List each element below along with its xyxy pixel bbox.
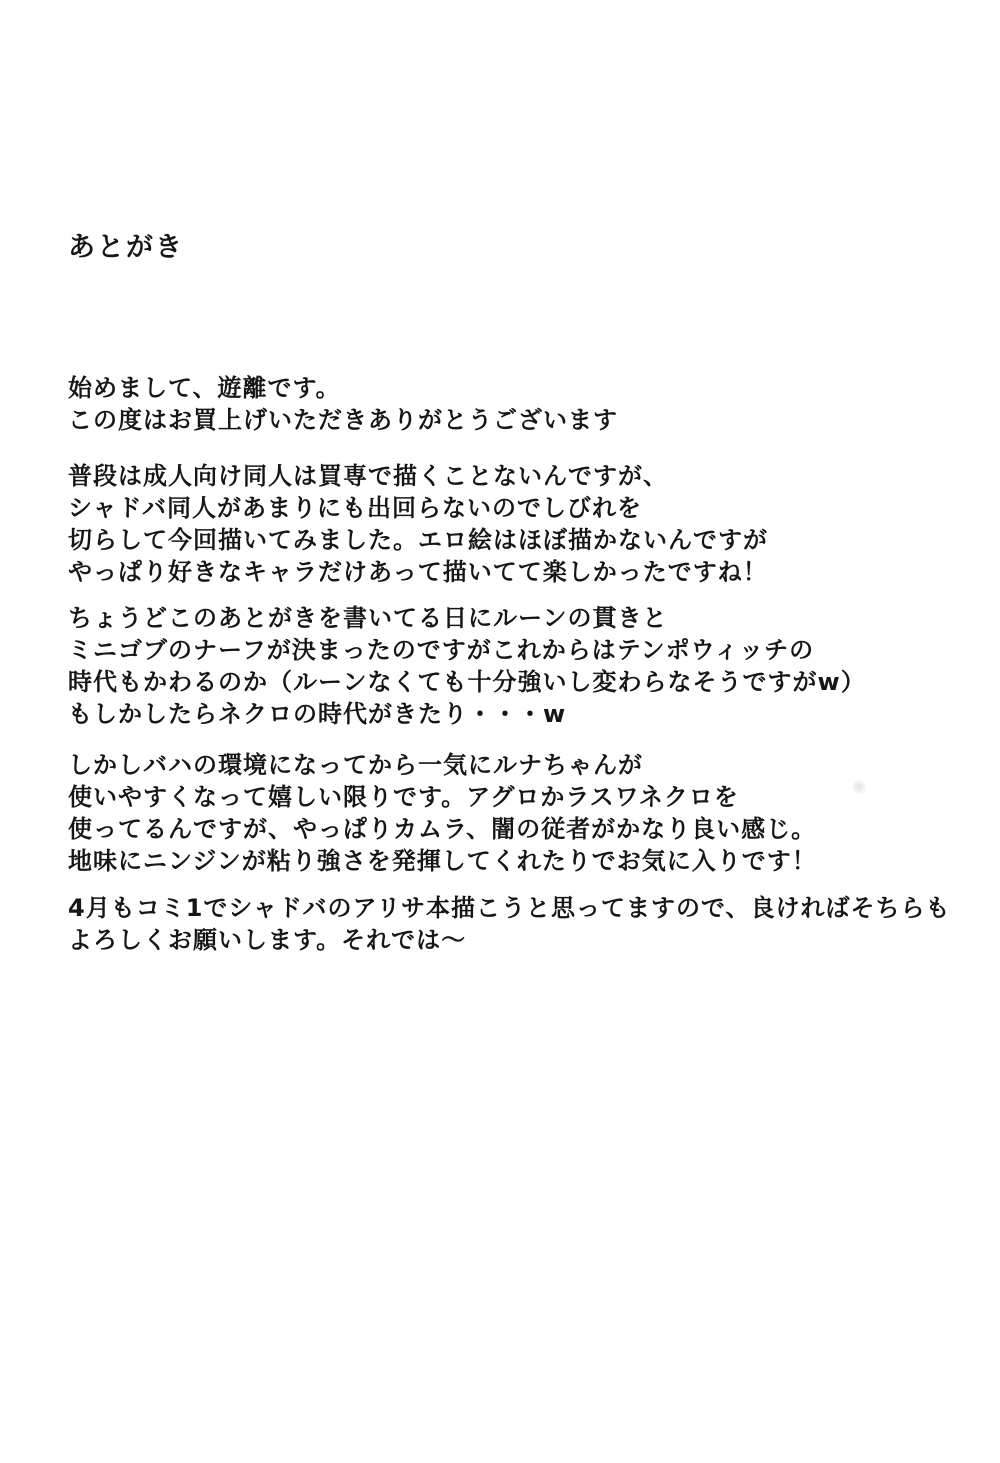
text-line: 切らして今回描いてみました。エロ絵はほぼ描かないんですが [68, 526, 768, 554]
paragraph-nerf-news [68, 602, 960, 730]
text-line: やっぱり好きなキャラだけあって描いてて楽しかったですね！ [68, 558, 768, 586]
page-title: あとがき [68, 232, 184, 263]
text-line: 普段は成人向け同人は買専で描くことないんですが、 [68, 462, 668, 490]
paragraph-about-drawing [68, 460, 960, 588]
text-line: 使いやすくなって嬉しい限りです。アグロかラスワネクロを [68, 783, 739, 811]
text-line: 4月もコミ1でシャドバのアリサ本描こうと思ってますので、良ければそちらも [68, 894, 951, 922]
text-line: ちょうどこのあとがきを書いてる日にルーンの貫きと [68, 604, 668, 632]
text-line: 使ってるんですが、やっぱりカムラ、闇の従者がかなり良い感じ。 [68, 815, 817, 843]
text-line: 始めまして、遊離です。 [68, 374, 341, 402]
paragraph-luna-deck [68, 749, 960, 877]
text-line: 時代もかわるのか（ルーンなくても十分強いし変わらなそうですがw） [68, 668, 866, 696]
text-line: シャドバ同人があまりにも出回らないのでしびれを [68, 494, 643, 522]
text-line: よろしくお願いします。それでは～ [68, 926, 467, 954]
text-line: この度はお買上げいただきありがとうございます [68, 406, 618, 434]
scan-artifact [852, 780, 866, 794]
text-line: 地味にニンジンが粘り強さを発揮してくれたりでお気に入りです！ [68, 847, 817, 875]
text-line: もしかしたらネクロの時代がきたり・・・w [68, 700, 567, 728]
text-line: ミニゴブのナーフが決まったのですがこれからはテンポウィッチの [68, 636, 815, 664]
paragraph-closing [68, 892, 960, 956]
paragraph-greeting [68, 372, 960, 436]
text-line: しかしバハの環境になってから一気にルナちゃんが [68, 751, 643, 779]
